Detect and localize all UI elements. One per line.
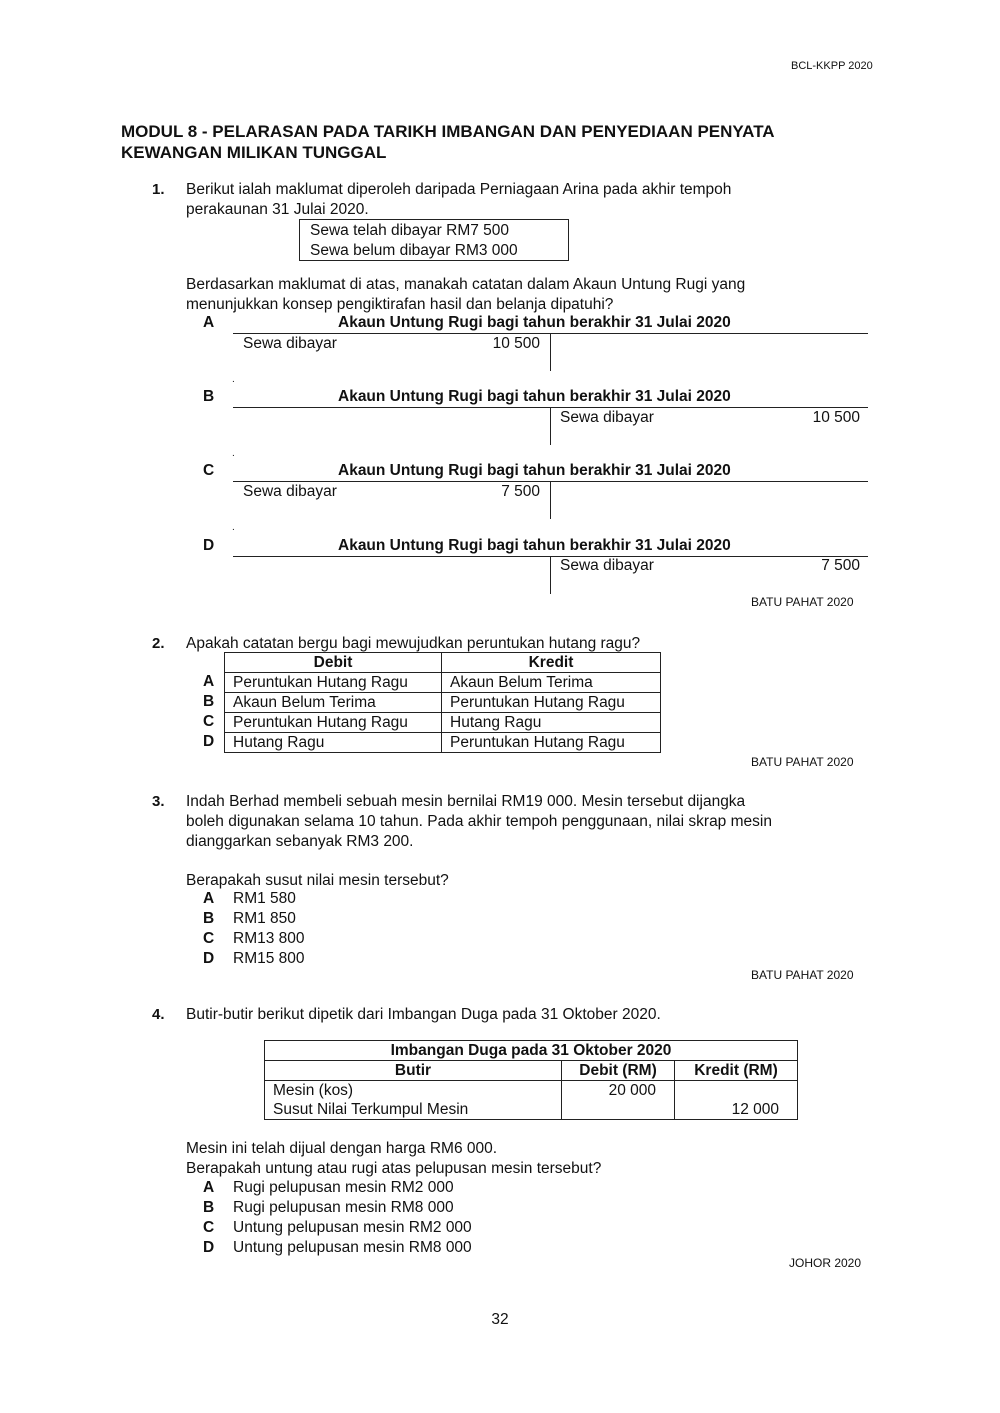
answer-option[interactable] — [203, 949, 305, 969]
account-amount: 10 500 — [492, 335, 540, 352]
account-divider — [550, 407, 551, 445]
question-number: 2. — [152, 635, 165, 652]
question-text — [186, 180, 731, 220]
answer-option[interactable] — [203, 889, 305, 909]
table-cell: Akaun Belum Terima — [442, 673, 661, 693]
table-cell: Peruntukan Hutang Ragu — [225, 713, 442, 733]
option-label: D — [203, 537, 215, 554]
table-row — [225, 673, 661, 693]
question-text — [186, 792, 772, 852]
option-label: C — [203, 462, 215, 479]
answer-option[interactable] — [203, 929, 305, 949]
question-number: 4. — [152, 1006, 165, 1023]
table-row — [265, 1081, 798, 1101]
answer-options — [203, 1178, 472, 1258]
module-title-line-2: KEWANGAN MILIKAN TUNGGAL — [121, 143, 387, 162]
option-label: B — [203, 388, 215, 405]
account-item: Sewa dibayar — [243, 335, 337, 352]
option-label: B — [203, 693, 215, 710]
question-text-line: dianggarkan sebanyak RM3 200. — [186, 833, 414, 850]
column-header: Kredit (RM) — [675, 1061, 798, 1081]
table-cell: 12 000 — [675, 1100, 798, 1120]
question-prompt-line: Mesin ini telah dijual dengan harga RM6 000. — [186, 1140, 498, 1157]
table-row — [265, 1100, 798, 1120]
option-label: D — [203, 733, 215, 750]
option-label: D — [203, 1239, 215, 1256]
trial-balance-table — [264, 1040, 798, 1120]
table-cell: 20 000 — [562, 1081, 675, 1101]
table-row — [225, 713, 661, 733]
option-text: Rugi pelupusan mesin RM2 000 — [233, 1179, 454, 1196]
info-box-line: Sewa telah dibayar RM7 500 — [310, 222, 510, 239]
module-title-line-1: MODUL 8 - PELARASAN PADA TARIKH IMBANGAN DAN PENYEDIAAN PENYATA — [121, 122, 775, 141]
question-prompt: Berapakah susut nilai mesin tersebut? — [186, 872, 449, 889]
account-title: Akaun Untung Rugi bagi tahun berakhir 31 Julai 2020 — [338, 388, 731, 405]
table-cell: Akaun Belum Terima — [225, 693, 442, 713]
table-cell: Hutang Ragu — [442, 713, 661, 733]
account-divider — [550, 333, 551, 371]
answer-option[interactable] — [203, 1238, 472, 1258]
table-header-row — [225, 653, 661, 673]
account-amount: 7 500 — [821, 557, 860, 574]
question-text-line: perakaunan 31 Julai 2020. — [186, 201, 369, 218]
document-code: BCL-KKPP 2020 — [791, 60, 873, 72]
question-text-line: Indah Berhad membeli sebuah mesin bernilai RM19 000. Mesin tersebut dijangka — [186, 793, 746, 810]
option-label: A — [203, 314, 215, 331]
table-cell: Peruntukan Hutang Ragu — [442, 693, 661, 713]
question-prompt-line: menunjukkan konsep pengiktirafan hasil dan belanja dipatuhi? — [186, 296, 614, 313]
table-cell: Peruntukan Hutang Ragu — [442, 733, 661, 753]
option-label: C — [203, 930, 215, 947]
option-label: C — [203, 1219, 215, 1236]
option-text: RM1 580 — [233, 890, 296, 907]
account-item: Sewa dibayar — [560, 409, 654, 426]
option-text: Untung pelupusan mesin RM8 000 — [233, 1239, 472, 1256]
question-text-line: Berikut ialah maklumat diperoleh daripada Perniagaan Arina pada akhir tempoh — [186, 181, 732, 198]
account-title: Akaun Untung Rugi bagi tahun berakhir 31 Julai 2020 — [338, 537, 731, 554]
dot-mark: . — [232, 448, 235, 459]
module-title — [121, 121, 881, 163]
account-divider — [550, 481, 551, 519]
option-label: C — [203, 713, 215, 730]
dot-mark: . — [232, 522, 235, 533]
question-prompt-line: Berdasarkan maklumat di atas, manakah catatan dalam Akaun Untung Rugi yang — [186, 276, 746, 293]
account-item: Sewa dibayar — [243, 483, 337, 500]
column-header: Kredit — [442, 653, 661, 673]
question-source: BATU PAHAT 2020 — [751, 755, 854, 769]
question-number: 1. — [152, 181, 165, 198]
account-divider — [550, 556, 551, 594]
info-box — [299, 219, 569, 261]
info-box-line: Sewa belum dibayar RM3 000 — [310, 242, 518, 259]
option-label: D — [203, 950, 215, 967]
column-header: Debit (RM) — [562, 1061, 675, 1081]
option-label: A — [203, 890, 215, 907]
table-cell — [562, 1100, 675, 1120]
table-title-row — [265, 1041, 798, 1061]
account-amount: 10 500 — [812, 409, 860, 426]
option-text: Untung pelupusan mesin RM2 000 — [233, 1219, 472, 1236]
table-cell: Hutang Ragu — [225, 733, 442, 753]
account-title: Akaun Untung Rugi bagi tahun berakhir 31 Julai 2020 — [338, 314, 731, 331]
question-source: JOHOR 2020 — [789, 1256, 862, 1270]
answer-option[interactable] — [203, 909, 305, 929]
question-prompt-line: Berapakah untung atau rugi atas pelupusan mesin tersebut? — [186, 1160, 602, 1177]
double-entry-table — [224, 652, 661, 753]
question-text: Apakah catatan bergu bagi mewujudkan peruntukan hutang ragu? — [186, 635, 641, 652]
table-cell — [675, 1081, 798, 1101]
table-title: Imbangan Duga pada 31 Oktober 2020 — [265, 1041, 798, 1061]
table-row — [225, 733, 661, 753]
option-label: B — [203, 910, 215, 927]
option-text: RM1 850 — [233, 910, 296, 927]
table-row — [225, 693, 661, 713]
table-header-row — [265, 1061, 798, 1081]
question-text: Butir-butir berikut dipetik dari Imbangan Duga pada 31 Oktober 2020. — [186, 1006, 661, 1023]
option-label: A — [203, 673, 215, 690]
answer-option[interactable] — [203, 1218, 472, 1238]
option-text: RM15 800 — [233, 950, 305, 967]
answer-options — [203, 889, 305, 969]
account-item: Sewa dibayar — [560, 557, 654, 574]
account-amount: 7 500 — [501, 483, 540, 500]
option-label: B — [203, 1199, 215, 1216]
option-text: RM13 800 — [233, 930, 305, 947]
table-cell: Mesin (kos) — [265, 1081, 562, 1101]
answer-option[interactable] — [203, 1198, 472, 1218]
question-source: BATU PAHAT 2020 — [751, 595, 854, 609]
table-cell: Susut Nilai Terkumpul Mesin — [265, 1100, 562, 1120]
account-title: Akaun Untung Rugi bagi tahun berakhir 31 Julai 2020 — [338, 462, 731, 479]
option-text: Rugi pelupusan mesin RM8 000 — [233, 1199, 454, 1216]
question-prompt — [186, 1139, 601, 1179]
dot-mark: . — [232, 374, 235, 385]
table-cell: Peruntukan Hutang Ragu — [225, 673, 442, 693]
question-source: BATU PAHAT 2020 — [751, 968, 854, 982]
option-label: A — [203, 1179, 215, 1196]
question-prompt — [186, 275, 745, 315]
column-header: Butir — [265, 1061, 562, 1081]
question-number: 3. — [152, 793, 165, 810]
page-number: 32 — [491, 1311, 509, 1328]
column-header: Debit — [225, 653, 442, 673]
question-text-line: boleh digunakan selama 10 tahun. Pada akhir tempoh penggunaan, nilai skrap mesin — [186, 813, 772, 830]
answer-option[interactable] — [203, 1178, 472, 1198]
